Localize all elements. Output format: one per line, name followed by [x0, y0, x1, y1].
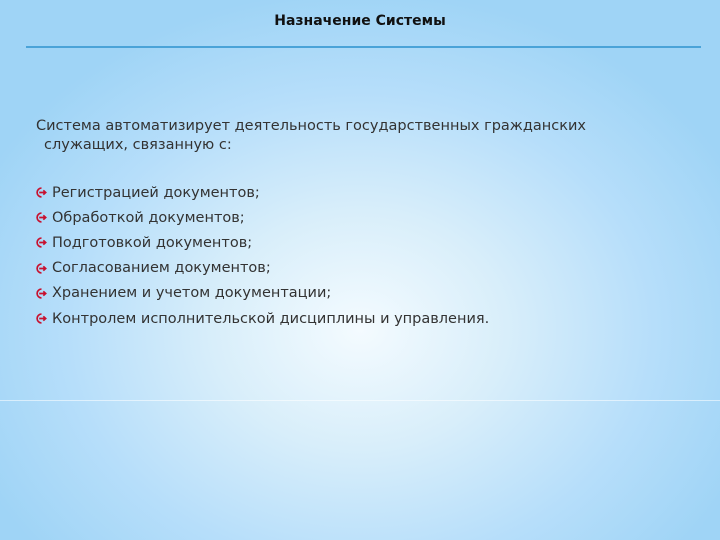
bullet-text: Согласованием документов;	[52, 260, 271, 277]
bullet-item	[36, 256, 489, 281]
circled-arrow-right-icon	[36, 237, 47, 248]
circled-arrow-right-icon	[36, 313, 47, 324]
bullet-item	[36, 306, 489, 331]
intro-line-1: Система автоматизирует деятельность государственных гражданских	[36, 118, 586, 134]
background-divider	[0, 400, 720, 401]
slide-title: Назначение Системы	[274, 13, 446, 29]
circled-arrow-right-icon	[36, 187, 47, 198]
intro-line-2: служащих, связанную с:	[44, 137, 232, 153]
bullet-item	[36, 230, 489, 255]
bullet-item	[36, 205, 489, 230]
title-divider	[26, 46, 701, 48]
bullet-item	[36, 281, 489, 306]
bullet-text: Регистрацией документов;	[52, 184, 260, 201]
circled-arrow-right-icon	[36, 263, 47, 274]
bullet-text: Обработкой документов;	[52, 209, 245, 226]
bullet-text: Хранением и учетом документации;	[52, 285, 332, 302]
intro-paragraph	[36, 117, 676, 155]
bullet-list	[36, 180, 489, 331]
bullet-item	[36, 180, 489, 205]
circled-arrow-right-icon	[36, 288, 47, 299]
circled-arrow-right-icon	[36, 212, 47, 223]
bullet-text: Подготовкой документов;	[52, 234, 253, 251]
bullet-text: Контролем исполнительской дисциплины и управления.	[52, 310, 490, 327]
